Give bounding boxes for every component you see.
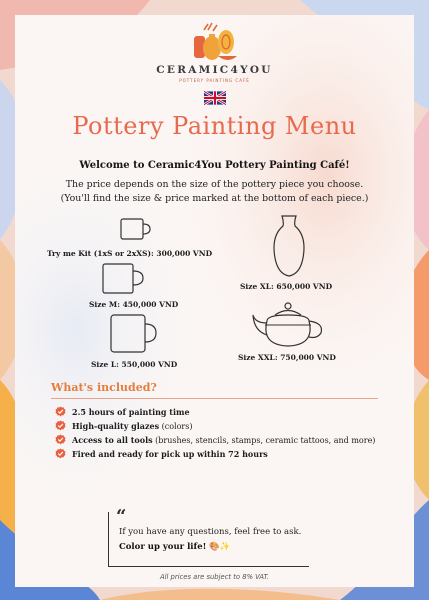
size-label-xl: Size XL: 650,000 VND: [240, 282, 333, 291]
size-label-xxl: Size XXL: 750,000 VND: [238, 353, 336, 362]
size-label-m: Size M: 450,000 VND: [89, 300, 179, 309]
check-icon: [55, 406, 66, 417]
check-icon: [55, 448, 66, 459]
teapot-icon: [249, 301, 329, 349]
page-title: Pottery Painting Menu: [72, 112, 357, 140]
brand-name: CERAMIC4YOU: [156, 64, 273, 76]
uk-flag-icon[interactable]: [204, 91, 226, 105]
list-item: Access to all tools (brushes, stencils, stamps, ceramic tattoos, and more): [55, 434, 375, 445]
ceramic-logo-icon: [190, 22, 240, 64]
list-item: High-quality glazes (colors): [55, 420, 192, 431]
large-mug-icon: [109, 313, 159, 355]
quote-line-1: If you have any questions, feel free to ask.: [119, 527, 302, 537]
size-label-l: Size L: 550,000 VND: [91, 360, 178, 369]
intro-line-2: (You'll find the size & price marked at the bottom of each piece.): [60, 193, 369, 204]
size-label-try-me: Try me Kit (1xS or 2xXS): 300,000 VND: [47, 249, 213, 258]
included-heading: What's included?: [51, 381, 157, 394]
intro-line-1: The price depends on the size of the pottery piece you choose.: [65, 179, 364, 190]
intro-text: [0, 178, 429, 206]
vat-note: All prices are subject to 8% VAT.: [159, 573, 270, 581]
brand-tagline: POTTERY PAINTING CAFÉ: [179, 78, 250, 83]
medium-mug-icon: [101, 262, 147, 296]
quote-box: [108, 512, 309, 567]
check-icon: [55, 434, 66, 445]
quote-line-2: Color up your life! 🎨✨: [119, 542, 231, 552]
list-item: 2.5 hours of painting time: [55, 406, 190, 417]
list-item: Fired and ready for pick up within 72 hours: [55, 448, 268, 459]
check-icon: [55, 420, 66, 431]
vase-icon: [269, 214, 309, 278]
small-mug-icon: [119, 217, 153, 243]
divider: [51, 398, 378, 399]
welcome-heading: Welcome to Ceramic4You Pottery Painting Café!: [79, 160, 350, 171]
quote-mark: “: [116, 506, 127, 527]
